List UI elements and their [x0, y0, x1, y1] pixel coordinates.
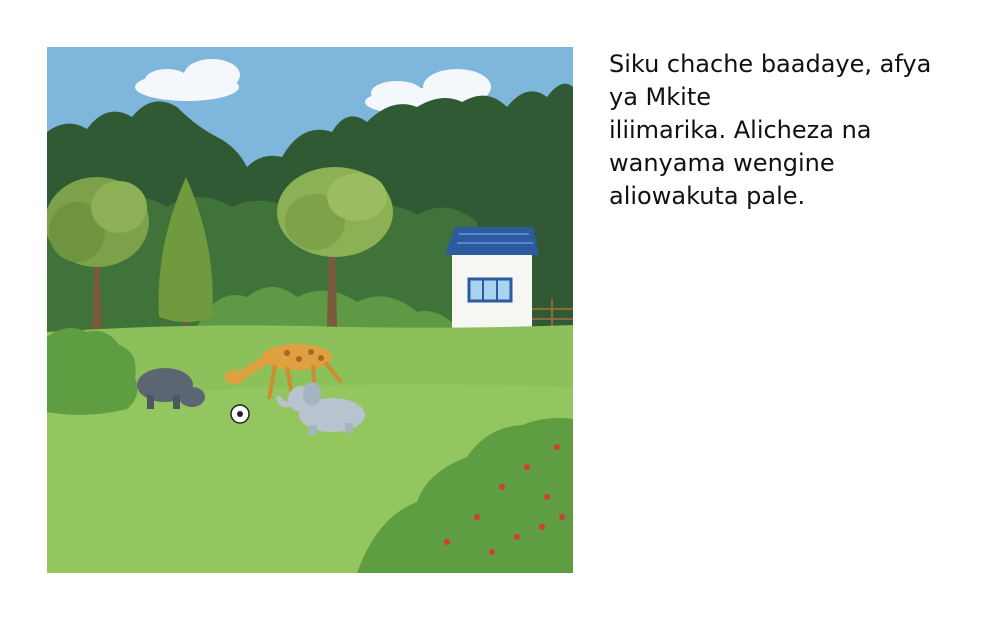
story-line: iliimarika. Alicheza na — [609, 116, 872, 144]
story-line: ya Mkite — [609, 83, 711, 111]
story-text — [609, 48, 969, 213]
story-illustration — [47, 47, 573, 573]
soccer-ball — [231, 405, 249, 423]
story-line: wanyama wengine — [609, 149, 835, 177]
house — [445, 227, 539, 330]
story-line: Siku chache baadaye, afya — [609, 50, 932, 78]
park-scene-image — [47, 47, 573, 573]
story-line: aliowakuta pale. — [609, 182, 806, 210]
